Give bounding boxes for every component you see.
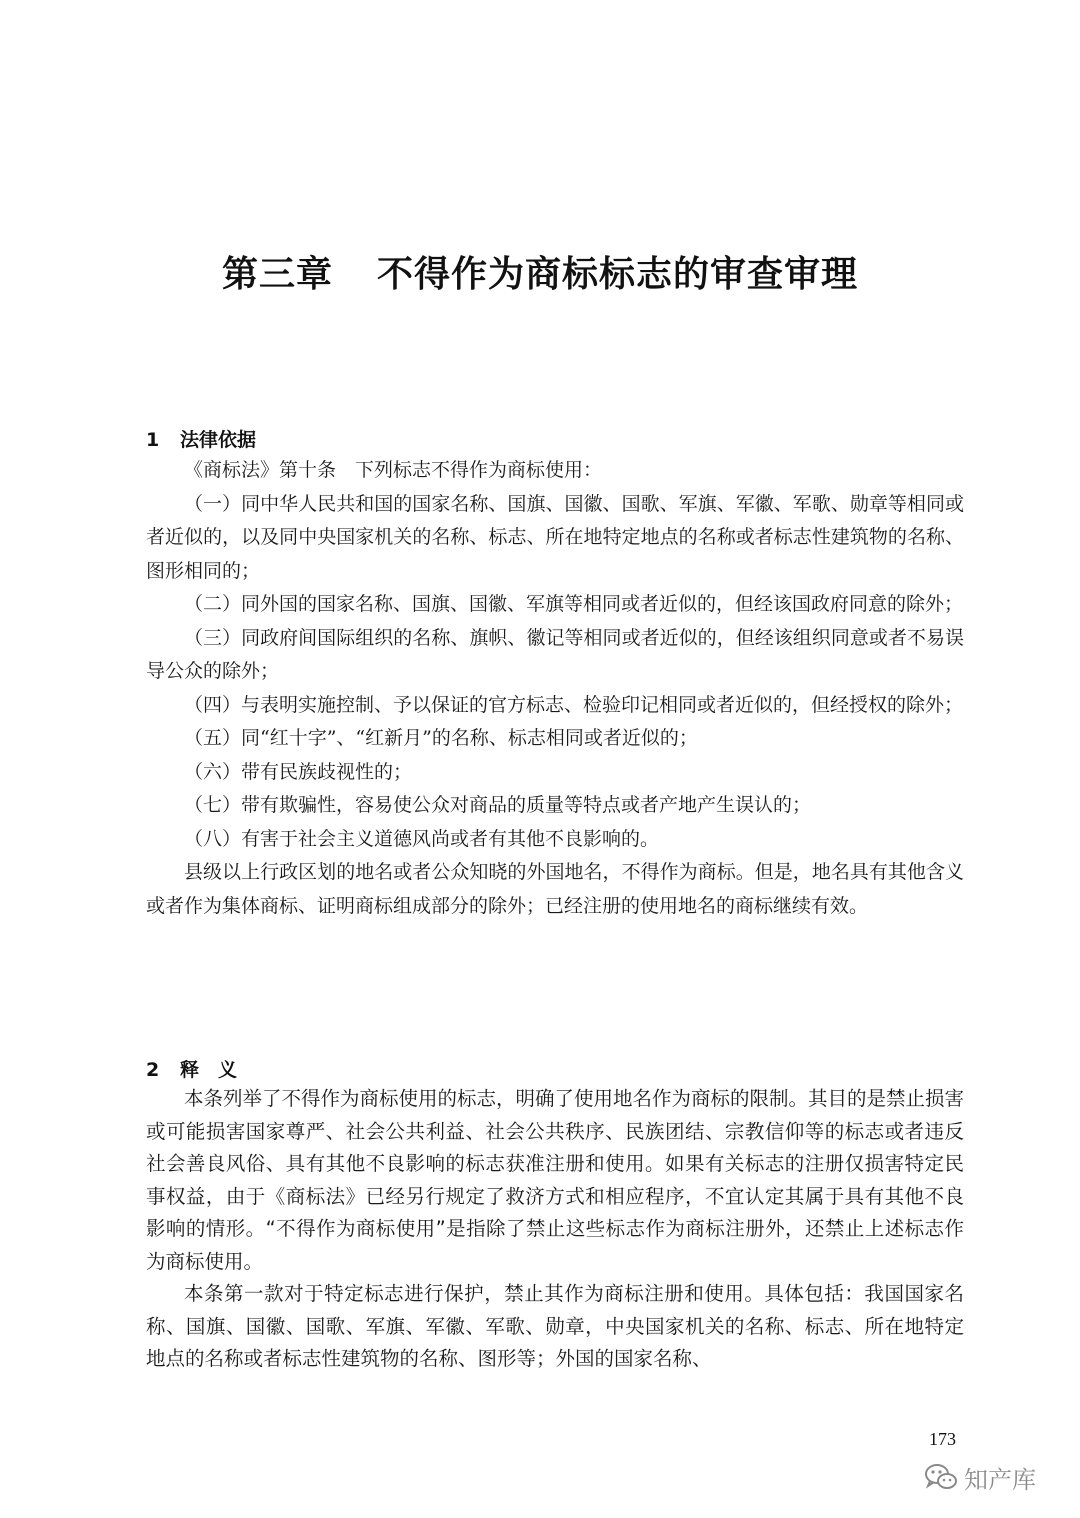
section-title: 法律依据 — [180, 429, 257, 451]
interpretation-text — [146, 1083, 964, 1376]
section-heading-interpretation — [146, 1055, 237, 1082]
wechat-icon — [924, 1462, 958, 1492]
page-number: 173 — [929, 1429, 956, 1449]
paragraph: （七）带有欺骗性，容易使公众对商品的质量等特点或者产地产生误认的； — [184, 794, 812, 816]
chapter-name: 不得作为商标标志的审查审理 — [377, 254, 859, 295]
paragraph: （六）带有民族歧视性的； — [184, 760, 413, 783]
paragraph: （五）同“红十字”、“红新月”的名称、标志相同或者近似的； — [184, 727, 698, 749]
paragraph: （二）同外国的国家名称、国旗、国徽、军旗等相同或者近似的，但经该国政府同意的除外； — [184, 593, 964, 615]
chapter-number: 第三章 — [221, 254, 333, 295]
paragraph: 本条列举了不得作为商标使用的标志，明确了使用地名作为商标的限制。其目的是禁止损害或可能损害国家尊严、社会公共利益、社会公共秩序、民族团结、宗教信仰等的标志或者违反社会善良风俗、具有其他不良影响的标志获准注册和使用。如果有关标志的注册仅损害特定民事权益，由于《商标法》已经另行规定了救济方式和相应程序，不宜认定其属于具有其他不良影响的情形。“不得作为商标使用”是指除了禁止这些标志作为商标注册外，还禁止上述标志作为商标使用。 — [146, 1087, 965, 1273]
section-number: 1 — [146, 429, 160, 451]
paragraph: （三）同政府间国际组织的名称、旗帜、徽记等相同或者近似的，但经该组织同意或者不易误导公众的除外； — [146, 626, 964, 682]
watermark — [924, 1459, 1036, 1495]
section-number: 2 — [146, 1059, 160, 1081]
section-title: 释 义 — [180, 1059, 238, 1081]
paragraph: （一）同中华人民共和国的国家名称、国旗、国徽、国歌、军旗、军徽、军歌、勋章等相同或者近似的，以及同中央国家机关的名称、标志、所在地特定地点的名称或者标志性建筑物的名称、图形相同的； — [146, 492, 964, 582]
chapter-title — [0, 246, 1080, 297]
paragraph: 本条第一款对于特定标志进行保护，禁止其作为商标注册和使用。具体包括：我国国家名称、国旗、国徽、国歌、军旗、军徽、军歌、勋章，中央国家机关的名称、标志、所在地特定地点的名称或者标志性建筑物的名称、图形等；外国的国家名称、 — [146, 1282, 964, 1370]
section-heading-legal-basis — [146, 425, 256, 452]
legal-basis-text — [146, 454, 964, 923]
paragraph: 县级以上行政区划的地名或者公众知晓的外国地名，不得作为商标。但是，地名具有其他含义或者作为集体商标、证明商标组成部分的除外；已经注册的使用地名的商标继续有效。 — [146, 861, 964, 917]
paragraph: 《商标法》第十条 下列标志不得作为商标使用： — [184, 459, 603, 481]
watermark-text: 知产库 — [964, 1465, 1036, 1494]
paragraph: （四）与表明实施控制、予以保证的官方标志、检验印记相同或者近似的，但经授权的除外； — [184, 693, 964, 716]
paragraph: （八）有害于社会主义道德风尚或者有其他不良影响的。 — [184, 827, 660, 850]
